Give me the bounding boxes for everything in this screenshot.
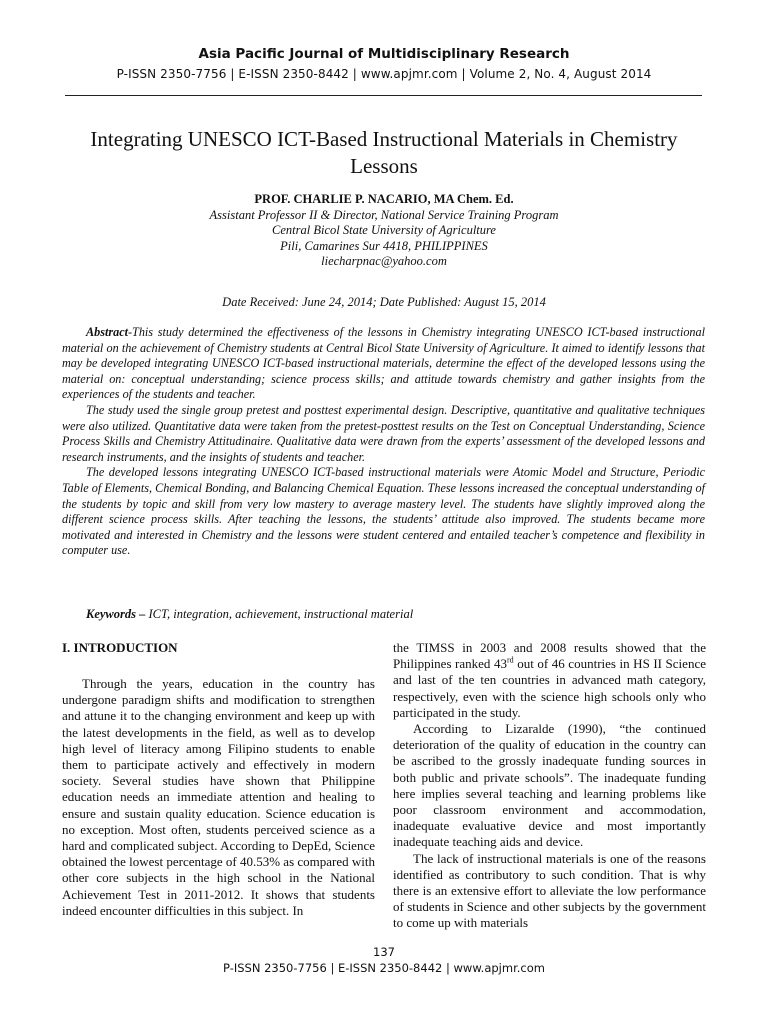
superscript: rd <box>506 655 514 665</box>
author-location: Pili, Camarines Sur 4418, PHILIPPINES <box>280 238 488 253</box>
author-position: Assistant Professor II & Director, National Service Training Program <box>209 207 559 222</box>
keywords-text: ICT, integration, achievement, instructional material <box>145 607 414 621</box>
header-divider <box>65 95 702 96</box>
publication-dates: Date Received: June 24, 2014; Date Published: August 15, 2014 <box>222 295 546 309</box>
body-paragraph <box>393 640 706 721</box>
abstract-paragraph: The developed lessons integrating UNESCO ICT-based instructional materials were Atomic Model and Structure, Periodic Table of Elements, Chemical Bonding, and Balancing Chemical Equation. These lessons increased the conceptual understanding of the students by topic and skill from very low mastery to average mastery level. The students have slightly improved along the different science process skills. After teaching the lessons, the students’ attitude also improved. The students became more motivated and interested in Chemistry and the lessons were student centered and entailed teacher’s competence and flexibility in computer use. <box>62 465 705 558</box>
author-block <box>60 192 708 270</box>
abstract-paragraph: The study used the single group pretest and posttest experimental design. Descriptive, quantitative and qualitative techniques were also utilized. Quantitative data were taken from the pretest-posttest results on the Test on Conceptual Understanding, Science Process Skills and Chemistry Attitudinaire. Qualitative data were drawn from the experts’ assessment of the developed lessons and research instruments, and the insights of students and teacher. <box>62 402 705 464</box>
keywords <box>62 606 705 622</box>
journal-name: Asia Pacific Journal of Multidisciplinary Research <box>198 46 570 62</box>
page-number: 137 <box>373 945 395 959</box>
footer-issn: P-ISSN 2350-7756 | E-ISSN 2350-8442 | www.apjmr.com <box>223 961 545 975</box>
journal-header <box>0 44 768 84</box>
body-text: the TIMSS in 2003 and 2008 results showed that the Philippines ranked 43 <box>393 640 706 672</box>
abstract <box>62 325 705 559</box>
section-heading: I. INTRODUCTION <box>62 640 178 655</box>
body-text: out of 46 countries in HS II Science and last of the ten countries in advanced math category, respectively, even with the science high schools only who participated in the study. <box>393 656 706 720</box>
body-paragraph: According to Lizaralde (1990), “the continued deterioration of the quality of education in the country can be ascribed to the grossly inadequate funding sources in both public and private schools”. The inadequate funding here implies several teaching and learning problems like poor classroom environment and accommodation, inadequate evaluative device and most importantly inadequate teaching aids and device. <box>393 721 706 850</box>
body-paragraph: Through the years, education in the country has undergone paradigm shifts and modification to strengthen and attune it to the changing environment and keep up with the latest developments in the field, as well as to develop high level of literacy among Filipino students to enable them to participate actively and effectively in modern society. Several studies have shown that Philippine education needs an immediate attention and healing to ensure and sustain quality education. Science education is no exception. Most often, students perceived science as a hard and complicated subject. According to DepEd, Science obtained the lowest percentage of 40.53% as compared with other core subjects in the high school in the National Achievement Test in 2011-2012. It shows that students indeed encounter difficulties in this subject. In <box>62 676 375 918</box>
abstract-label: Abstract <box>86 325 128 339</box>
keywords-label: Keywords – <box>86 607 146 621</box>
left-column <box>62 640 375 919</box>
body-paragraph: The lack of instructional materials is one of the reasons identified as contributory to such condition. That is why there is an extensive effort to alleviate the low performance of students in Science and other subjects by the government to come up with materials <box>393 850 706 931</box>
author-name: PROF. CHARLIE P. NACARIO, MA Chem. Ed. <box>254 192 514 206</box>
abstract-text: -This study determined the effectiveness of the lessons in Chemistry integrating UNESCO ICT-based instructional material on the achievement of Chemistry students at Central Bicol State University of Agriculture. It aimed to identify lessons that may be developed integrating UNESCO ICT-based instructional materials, determine the effect of the developed lessons using the material on: conceptual understanding; science process skills; and attitude towards chemistry and gather insights from the experiences of the students and teacher. <box>62 325 705 402</box>
author-email: liecharpnac@yahoo.com <box>321 254 447 269</box>
page-footer <box>0 944 768 976</box>
author-institution: Central Bicol State University of Agriculture <box>272 223 496 238</box>
paper-title: Integrating UNESCO ICT-Based Instructional Materials in Chemistry Lessons <box>90 127 678 178</box>
abstract-paragraph <box>62 325 705 403</box>
journal-meta: P-ISSN 2350-7756 | E-ISSN 2350-8442 | www.apjmr.com | Volume 2, No. 4, August 2014 <box>116 67 652 81</box>
right-column <box>393 640 706 932</box>
